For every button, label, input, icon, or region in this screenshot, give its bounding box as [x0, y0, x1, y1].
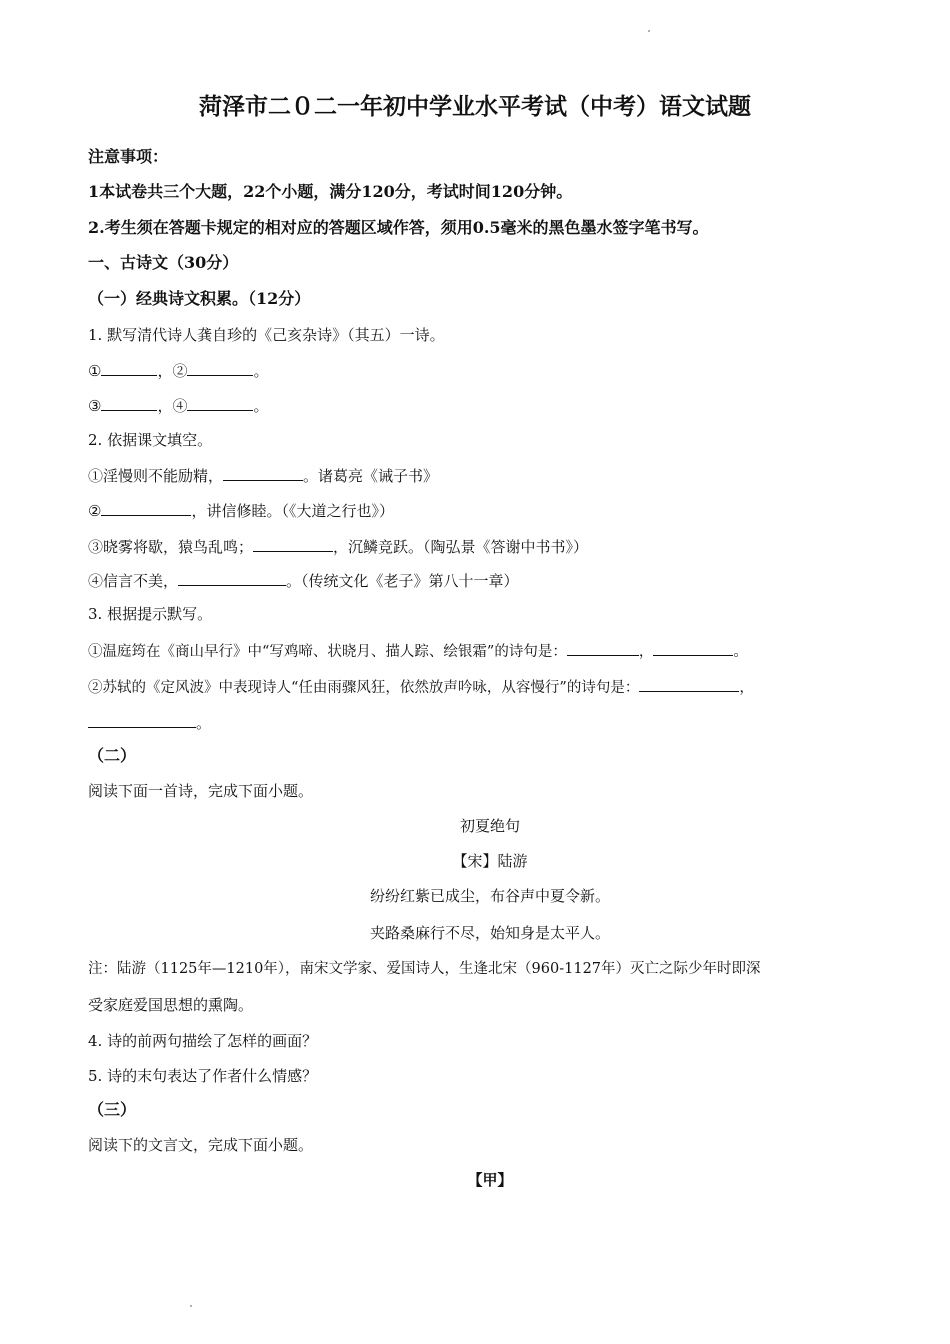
item-text: ④信言不美，: [88, 572, 179, 590]
section2-instruction: 阅读下面一首诗，完成下面小题。: [88, 782, 314, 800]
question-2-item-4: [88, 570, 519, 591]
item-text: ①温庭筠在《商山早行》中“写鸡啼、状晓月、描人踪、绘银霜”的诗句是：: [88, 644, 567, 660]
item-text: ②苏轼的《定风波》中表现诗人“任由雨骤风狂，依然放声吟咏，从容慢行”的诗句是：: [88, 680, 640, 696]
item-text: 。: [733, 644, 748, 660]
blank-label: ③: [88, 397, 102, 415]
question-2-prompt: 2. 依据课文填空。: [88, 431, 213, 449]
question-4: 4. 诗的前两句描绘了怎样的画面？: [88, 1032, 318, 1050]
blank-label: ，②: [157, 362, 188, 380]
answer-blank[interactable]: [178, 570, 286, 586]
decorative-dot: [190, 1305, 192, 1307]
section3-heading: （三）: [88, 1100, 137, 1119]
part1-heading: 一、古诗文（30分）: [88, 253, 239, 272]
poem-line-2: 夹路桑麻行不尽，始知身是太平人。: [369, 924, 610, 942]
poem-title: 初夏绝句: [459, 817, 520, 835]
section2-heading: （二）: [88, 746, 137, 765]
question-3-prompt: 3. 根据提示默写。: [88, 605, 213, 623]
decorative-dot: [648, 30, 650, 32]
item-text: ③晓雾将歇，猿鸟乱鸣；: [88, 538, 254, 556]
passage-label: 【甲】: [467, 1171, 513, 1189]
answer-blank[interactable]: [639, 676, 739, 692]
answer-blank[interactable]: [567, 640, 639, 656]
poem-line-1: 纷纷红紫已成尘，布谷声中夏令新。: [369, 887, 610, 905]
answer-blank[interactable]: [187, 360, 253, 376]
page-title: 菏泽市二０二一年初中学业水平考试（中考）语文试题: [199, 93, 751, 120]
item-text: ，讲信修睦。（《大道之行也》）: [191, 502, 394, 520]
question-1-blanks-row-2: [88, 395, 268, 416]
punctuation: 。: [253, 397, 269, 415]
item-text: ，: [739, 680, 754, 696]
question-1-prompt: 1. 默写清代诗人龚自珍的《己亥杂诗》（其五）一诗。: [88, 326, 445, 344]
item-text: 。: [196, 714, 212, 732]
answer-blank[interactable]: [253, 536, 333, 552]
item-text: ，沉鳞竞跃。（陶弘景《答谢中书书》）: [333, 538, 589, 556]
answer-blank[interactable]: [187, 395, 253, 411]
question-3-item-1: [88, 640, 748, 662]
punctuation: 。: [253, 362, 269, 380]
question-5: 5. 诗的末句表达了作者什么情感？: [88, 1067, 318, 1085]
answer-blank[interactable]: [88, 712, 196, 728]
poem-note-line-1: 注：陆游（1125年—1210年），南宋文学家、爱国诗人，生逢北宋（960-1127年）灭亡之际少年时即深: [88, 961, 761, 977]
poem-note-line-2: 受家庭爱国思想的熏陶。: [88, 996, 254, 1014]
notice-heading: 注意事项：: [88, 147, 169, 166]
answer-blank[interactable]: [101, 395, 157, 411]
section3-instruction: 阅读下的文言文，完成下面小题。: [88, 1136, 314, 1154]
item-text: 。（传统文化《老子》第八十一章）: [286, 572, 519, 590]
question-3-item-2-continued: [88, 712, 211, 733]
item-text: ，: [638, 644, 654, 660]
question-2-item-1: [88, 465, 438, 486]
item-text: 。诸葛亮《诫子书》: [303, 467, 439, 485]
notice-item-2: 2.考生须在答题卡规定的相对应的答题区域作答，须用0.5毫米的黑色墨水签字笔书写。: [88, 218, 709, 237]
question-2-item-2: [88, 500, 394, 521]
item-text: ①淫慢则不能励精，: [88, 467, 224, 485]
notice-item-1: 1本试卷共三个大题，22个小题，满分120分，考试时间120分钟。: [88, 182, 573, 201]
blank-label: ，④: [157, 397, 188, 415]
answer-blank[interactable]: [101, 360, 157, 376]
section1-heading: （一）经典诗文积累。（12分）: [88, 289, 311, 308]
answer-blank[interactable]: [101, 500, 191, 516]
answer-blank[interactable]: [223, 465, 303, 481]
blank-label: ①: [88, 362, 102, 380]
question-3-item-2: [88, 676, 754, 698]
item-text: ②: [88, 502, 102, 520]
poem-author: 【宋】陆游: [452, 852, 528, 870]
question-1-blanks-row-1: [88, 360, 268, 381]
question-2-item-3: [88, 536, 588, 557]
answer-blank[interactable]: [653, 640, 733, 656]
